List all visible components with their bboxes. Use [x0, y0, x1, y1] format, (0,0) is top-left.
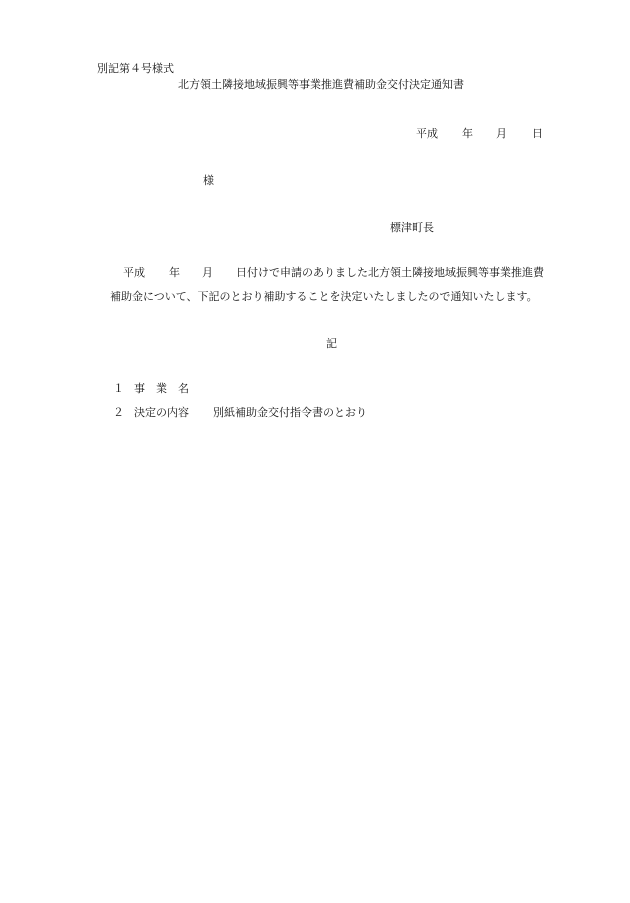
date-year-unit: 年: [462, 127, 473, 140]
body-line-1-rest: 日付けで申請のありました北方領土隣接地域振興等事業推進費: [236, 266, 544, 279]
ki-heading: 記: [326, 337, 337, 350]
body-line-1: [123, 266, 544, 280]
item-1-label: 事 業 名: [134, 382, 189, 395]
item-2: [113, 406, 367, 420]
item-2-value: 別紙補助金交付指令書のとおり: [213, 406, 367, 419]
issuer-name: 標津町長: [390, 221, 434, 234]
document-title: 北方領土隣接地域振興等事業推進費補助金交付決定通知書: [178, 78, 464, 91]
item-1: [113, 382, 189, 396]
body-year-unit: 年: [169, 266, 180, 279]
date-era: 平成: [416, 127, 438, 140]
item-2-number: ２: [113, 406, 124, 419]
date-month-unit: 月: [496, 127, 507, 140]
body-line-2: 補助金について、下記のとおり補助することを決定いたしましたので通知いたします。: [110, 290, 538, 303]
item-2-label: 決定の内容: [134, 406, 189, 419]
date-line: [416, 127, 543, 141]
recipient-honorific: 様: [203, 174, 214, 187]
item-1-number: １: [113, 382, 124, 395]
date-day-unit: 日: [532, 127, 543, 140]
form-label: 別記第４号様式: [97, 62, 174, 75]
body-month-unit: 月: [202, 266, 213, 279]
body-era: 平成: [123, 266, 145, 279]
